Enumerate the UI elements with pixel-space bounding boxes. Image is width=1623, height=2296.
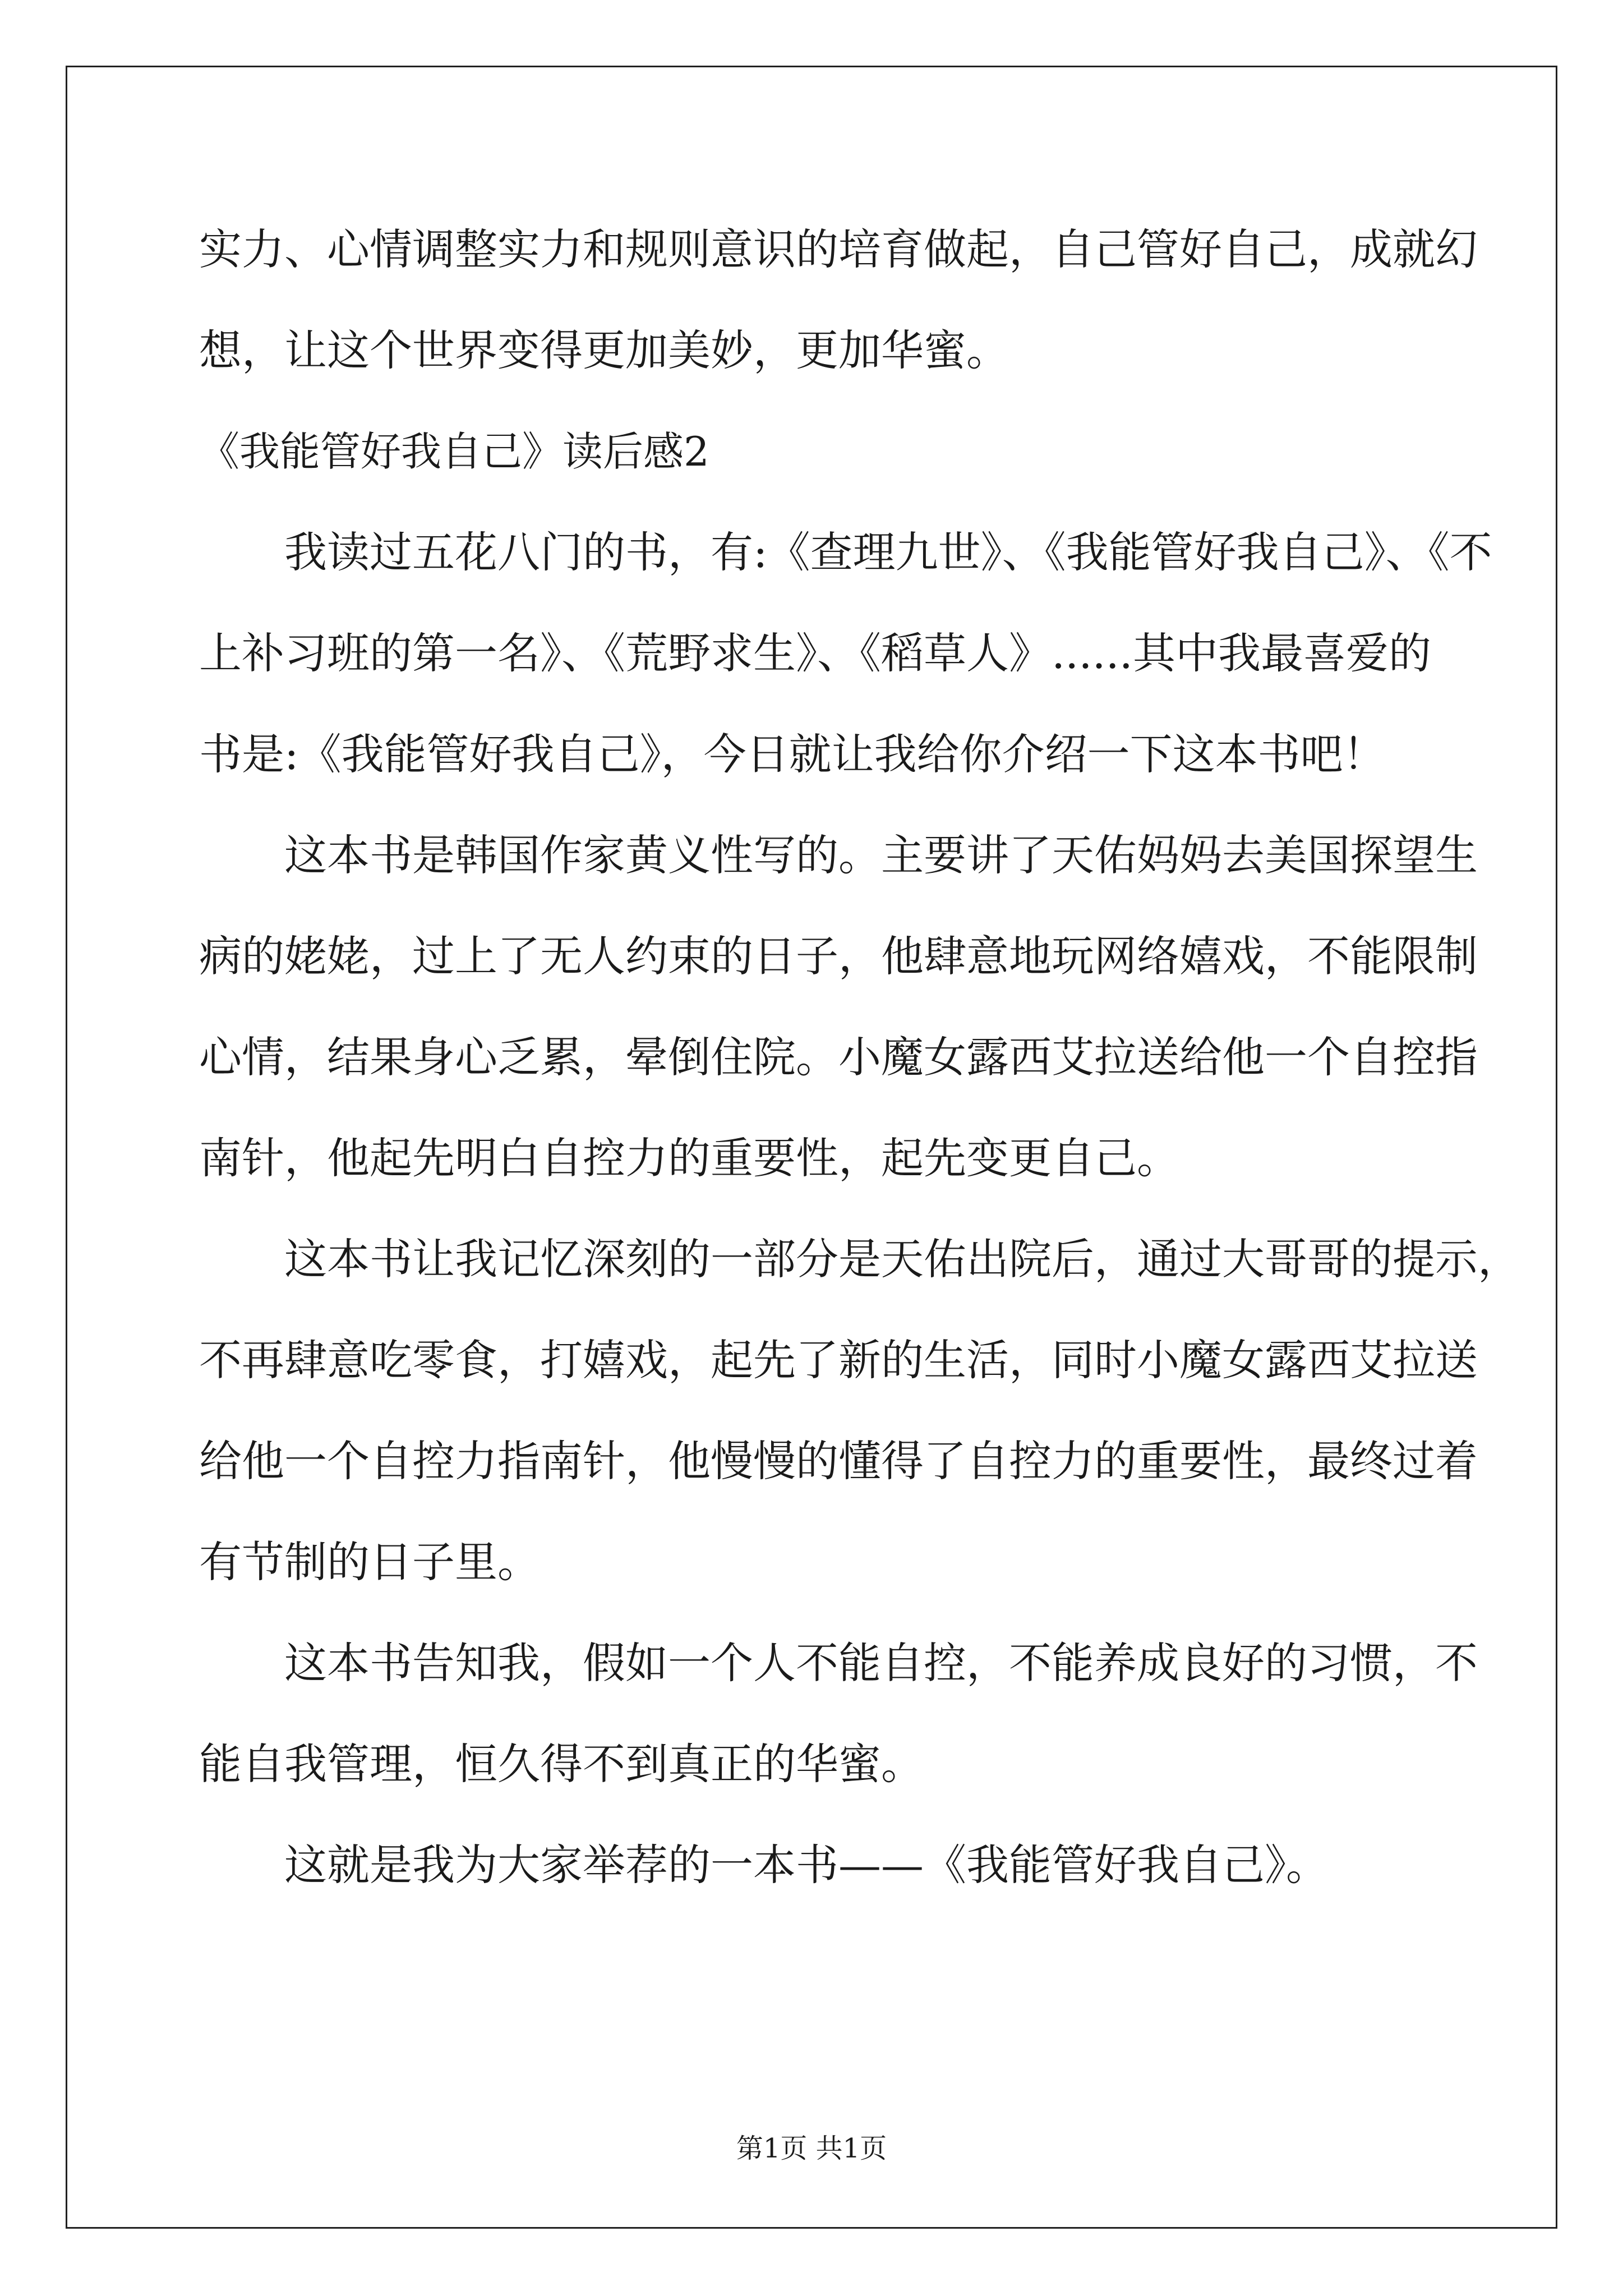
text-line: 这本书告知我，假如一个人不能自控，不能养成良好的习惯，不 <box>284 1638 1478 1688</box>
text-line: 能自我管理，恒久得不到真正的华蜜。 <box>199 1739 924 1789</box>
paragraph-6 <box>199 1815 1433 1916</box>
page-footer: 第1页 共1页 <box>736 2133 887 2164</box>
paragraph-3 <box>199 805 1478 1209</box>
document-body <box>199 199 1520 1916</box>
text-line: 有节制的日子里。 <box>199 1537 540 1587</box>
text-line: 想，让这个世界变得更加美妙，更加华蜜。 <box>199 325 1009 375</box>
section-heading: 《我能管好我自己》读后感2 <box>199 428 709 475</box>
text-line: 病的姥姥，过上了无人约束的日子，他肆意地玩网络嬉戏，不能限制 <box>199 931 1478 981</box>
text-line: 书是:《我能管好我自己》，今日就让我给你介绍一下这本书吧！ <box>199 729 1386 779</box>
paragraph-4 <box>199 1209 1520 1613</box>
paragraph-2 <box>199 502 1492 805</box>
text-line: 不再肆意吃零食，打嬉戏，起先了新的生活，同时小魔女露西艾拉送 <box>199 1335 1478 1385</box>
text-line: 这就是我为大家举荐的一本书——《我能管好我自己》。 <box>284 1840 1329 1890</box>
text-line: 这本书是韩国作家黄义性写的。主要讲了天佑妈妈去美国探望生 <box>284 830 1478 880</box>
text-line: 南针，他起先明白自控力的重要性，起先变更自己。 <box>199 1133 1179 1183</box>
text-line: 心情，结果身心乏累，晕倒住院。小魔女露西艾拉送给他一个自控指 <box>199 1032 1478 1082</box>
text-line: 上补习班的第一名》、《荒野求生》、《稻草人》......其中我最喜爱的 <box>199 628 1431 678</box>
text-line: 给他一个自控力指南针，他慢慢的懂得了自控力的重要性，最终过着 <box>199 1436 1478 1486</box>
paragraph-1 <box>199 199 1478 401</box>
text-line: 实力、心情调整实力和规则意识的培育做起，自己管好自己，成就幻 <box>199 224 1478 274</box>
text-line: 这本书让我记忆深刻的一部分是天佑出院后，通过大哥哥的提示， <box>284 1234 1520 1284</box>
paragraph-5 <box>199 1613 1478 1815</box>
text-line: 我读过五花八门的书，有:《查理九世》、《我能管好我自己》、《不 <box>284 527 1492 577</box>
